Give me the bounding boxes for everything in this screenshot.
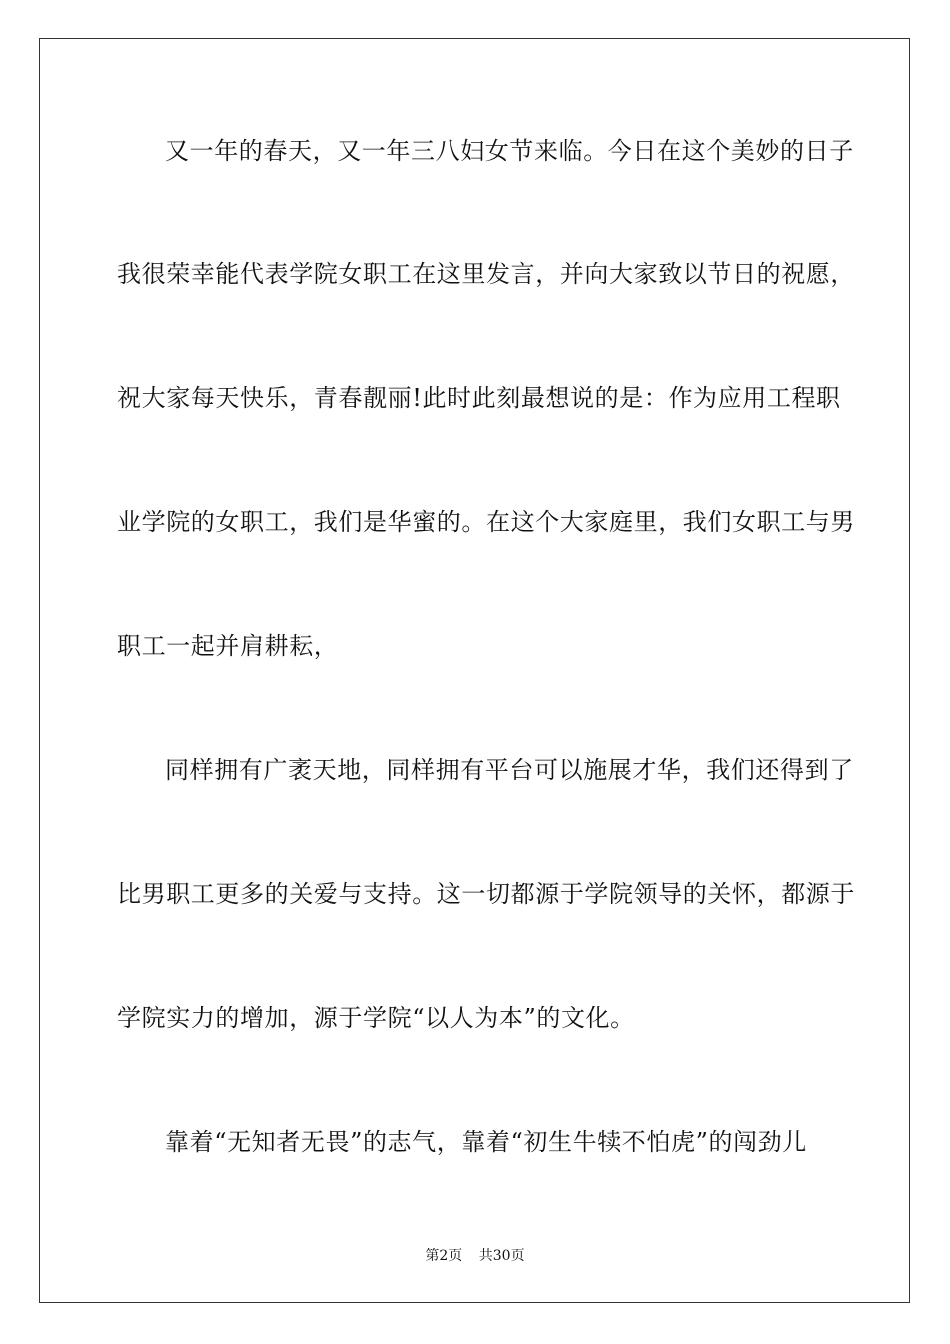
paragraph-line-4: 业学院的女职工，我们是华蜜的。在这个大家庭里，我们女职工与男 — [117, 508, 855, 536]
paragraph-line-8: 学院实力的增加，源于学院“以人为本”的文化。 — [117, 1004, 635, 1032]
page-frame — [39, 38, 910, 1303]
paragraph-line-7: 比男职工更多的关爱与支持。这一切都源于学院领导的关怀，都源于 — [117, 880, 855, 908]
paragraph-line-9: 靠着“无知者无畏”的志气，靠着“初生牛犊不怕虎”的闯劲儿 — [165, 1128, 807, 1156]
page-footer — [0, 1247, 950, 1265]
paragraph-line-6: 同样拥有广袤天地，同样拥有平台可以施展才华，我们还得到了 — [165, 756, 854, 784]
paragraph-line-3: 祝大家每天快乐，青春靓丽!此时此刻最想说的是：作为应用工程职 — [117, 384, 841, 412]
page-number-total: 共30页 — [478, 1248, 525, 1264]
page-number-current: 第2页 — [425, 1248, 463, 1264]
paragraph-line-1: 又一年的春天，又一年三八妇女节来临。今日在这个美妙的日子 — [165, 137, 854, 165]
paragraph-line-2: 我很荣幸能代表学院女职工在这里发言，并向大家致以节日的祝愿， — [117, 260, 855, 288]
paragraph-line-5: 职工一起并肩耕耘， — [117, 632, 339, 660]
